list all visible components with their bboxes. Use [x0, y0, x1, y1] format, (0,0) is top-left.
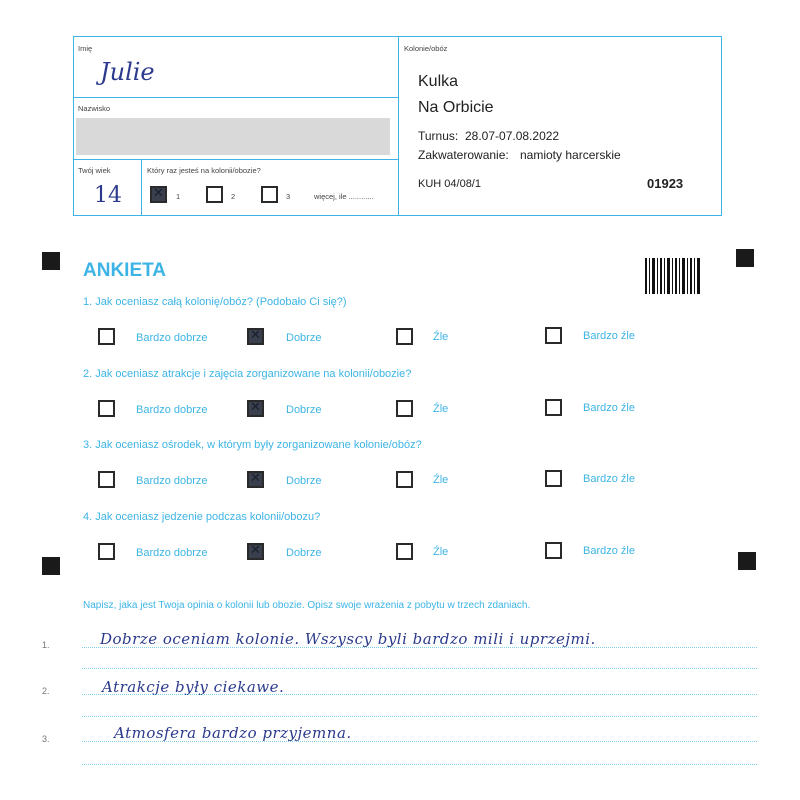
q2-label-bardzo-zle: Bardzo źle [583, 402, 635, 414]
dotted-line [82, 741, 757, 742]
opinion-answer-1[interactable]: Dobrze oceniam kolonie. Wszyscy byli bardzo mili i uprzejmi. [100, 630, 596, 648]
dotted-line [82, 668, 757, 669]
q2-label-zle: Źle [433, 403, 449, 415]
times-checkbox-2[interactable] [206, 186, 223, 203]
question-2: 2. Jak oceniasz atrakcje i zajęcia zorganizowane na kolonii/obozie? [83, 368, 412, 380]
line-number-2: 2. [42, 686, 50, 696]
q3-checkbox-dobrze[interactable] [247, 471, 264, 488]
name-value[interactable]: Julie [100, 58, 155, 86]
q3-checkbox-zle[interactable] [396, 471, 413, 488]
registration-mark-bottom-right [738, 552, 756, 570]
registration-mark-bottom-left [42, 557, 60, 575]
q4-label-bardzo-dobrze: Bardzo dobrze [136, 547, 208, 559]
camp-code: KUH 04/08/1 [418, 178, 481, 190]
times-option-2: 2 [231, 192, 236, 201]
opinion-answer-2[interactable]: Atrakcje były ciekawe. [102, 678, 285, 696]
q1-checkbox-bardzo-zle[interactable] [545, 327, 562, 344]
q1-checkbox-dobrze[interactable] [247, 328, 264, 345]
dotted-line [82, 647, 757, 648]
opinion-answer-3[interactable]: Atmosfera bardzo przyjemna. [114, 724, 352, 742]
lodging-value: namioty harcerskie [520, 148, 621, 162]
survey-title: ANKIETA [83, 260, 167, 281]
header-divider-age [141, 159, 142, 216]
surname-redacted [76, 118, 390, 155]
registration-mark-top-right [736, 249, 754, 267]
times-label: Który raz jesteś na kolonii/obozie? [147, 166, 261, 175]
lodging-label: Zakwaterowanie: [418, 148, 509, 162]
dotted-line [82, 694, 757, 695]
age-value[interactable]: 14 [94, 183, 122, 208]
q4-label-dobrze: Dobrze [286, 547, 322, 559]
turnus-value: 28.07-07.08.2022 [465, 129, 560, 143]
q3-checkbox-bardzo-dobrze[interactable] [98, 471, 115, 488]
line-number-3: 3. [42, 734, 50, 744]
q1-label-zle: Źle [433, 331, 449, 343]
q3-label-zle: Źle [433, 474, 449, 486]
opinion-prompt: Napisz, jaka jest Twoja opinia o kolonii lub obozie. Opisz swoje wrażenia z pobytu w trzech zdaniach. [83, 600, 531, 611]
times-checkbox-3[interactable] [261, 186, 278, 203]
camp-name-2: Na Orbicie [418, 99, 494, 116]
q4-checkbox-bardzo-dobrze[interactable] [98, 543, 115, 560]
q4-checkbox-bardzo-zle[interactable] [545, 542, 562, 559]
age-label: Twój wiek [78, 166, 111, 175]
line-number-1: 1. [42, 640, 50, 650]
times-option-1: 1 [176, 192, 181, 201]
q2-label-dobrze: Dobrze [286, 404, 322, 416]
q4-checkbox-dobrze[interactable] [247, 543, 264, 560]
surname-label: Nazwisko [78, 104, 111, 113]
camp-name-1: Kulka [418, 73, 459, 90]
q2-checkbox-zle[interactable] [396, 400, 413, 417]
q1-label-bardzo-dobrze: Bardzo dobrze [136, 332, 208, 344]
q1-label-dobrze: Dobrze [286, 332, 322, 344]
q4-checkbox-zle[interactable] [396, 543, 413, 560]
q4-label-zle: Źle [433, 546, 449, 558]
times-option-3: 3 [286, 192, 291, 201]
q3-checkbox-bardzo-zle[interactable] [545, 470, 562, 487]
q3-label-bardzo-zle: Bardzo źle [583, 473, 635, 485]
question-3: 3. Jak oceniasz ośrodek, w którym były zorganizowane kolonie/obóz? [83, 439, 422, 451]
header-divider-name [73, 97, 398, 98]
question-1: 1. Jak oceniasz całą kolonię/obóz? (Podobało Ci się?) [83, 296, 347, 308]
q2-checkbox-dobrze[interactable] [247, 400, 264, 417]
q1-checkbox-zle[interactable] [396, 328, 413, 345]
q1-checkbox-bardzo-dobrze[interactable] [98, 328, 115, 345]
q1-label-bardzo-zle: Bardzo źle [583, 330, 635, 342]
question-4: 4. Jak oceniasz jedzenie podczas kolonii/obozu? [83, 511, 321, 523]
q2-label-bardzo-dobrze: Bardzo dobrze [136, 404, 208, 416]
q2-checkbox-bardzo-zle[interactable] [545, 399, 562, 416]
registration-mark-top-left [42, 252, 60, 270]
name-label: Imię [78, 44, 93, 53]
dotted-line [82, 716, 757, 717]
header-divider-vertical [398, 36, 399, 216]
q3-label-bardzo-dobrze: Bardzo dobrze [136, 475, 208, 487]
times-checkbox-1[interactable] [150, 186, 167, 203]
turnus-label: Turnus: [418, 129, 459, 143]
barcode [645, 258, 701, 294]
dotted-line [82, 764, 757, 765]
q3-label-dobrze: Dobrze [286, 475, 322, 487]
header-divider-surname [73, 159, 398, 160]
form-number: 01923 [647, 176, 684, 191]
q4-label-bardzo-zle: Bardzo źle [583, 545, 635, 557]
q2-checkbox-bardzo-dobrze[interactable] [98, 400, 115, 417]
times-more-label: więcej, ile ............ [314, 192, 374, 201]
camp-label: Kolonie/obóz [404, 44, 448, 53]
